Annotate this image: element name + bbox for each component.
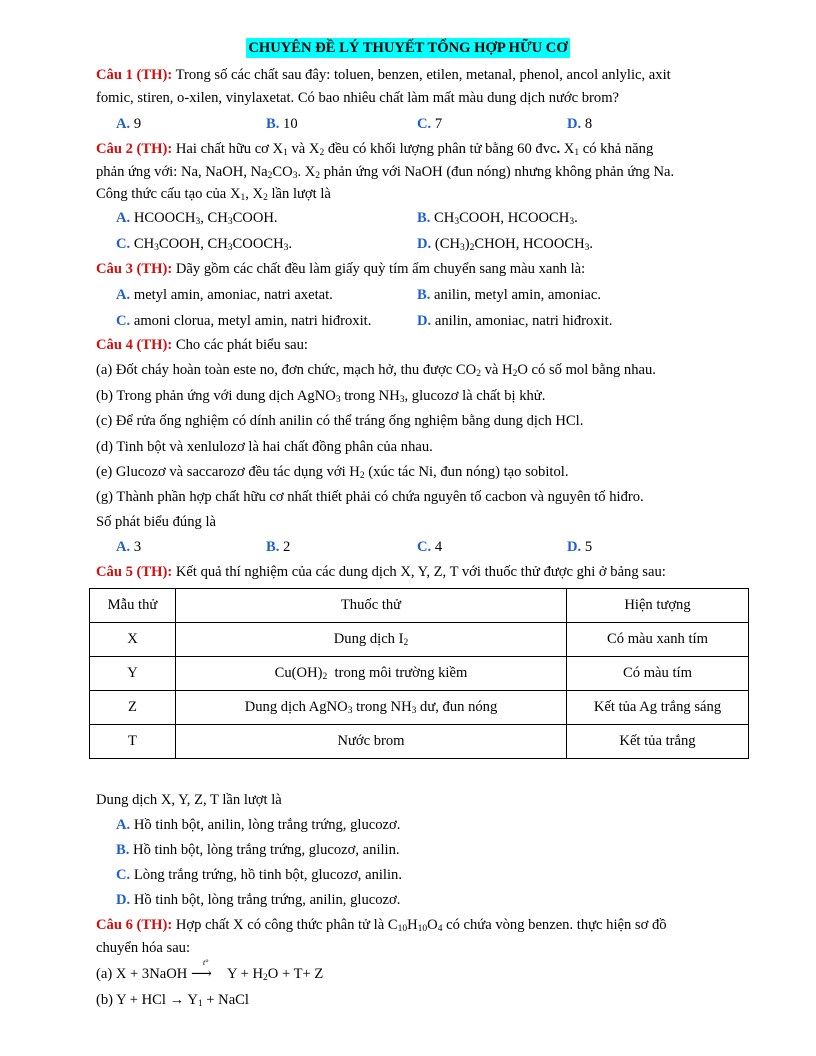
q4-option-c[interactable]: C. 4 [417,539,443,555]
q3-text: Dãy gồm các chất đều làm giấy quỳ tím ẩm chuyển sang màu xanh là: [172,261,586,277]
q5-option-c[interactable]: C. Lòng trắng trứng, hồ tinh bột, glucozơ, anilin. [116,867,402,883]
q2-option-b[interactable]: B. $CH_3COOH$, $HCOOCH_3$. [417,210,578,227]
q3-option-a[interactable]: A. metyl amin, amoniac, natri axetat. [116,287,333,303]
q4-text: Cho các phát biểu sau: [172,337,308,353]
q1-option-d[interactable]: D. 8 [567,116,593,132]
q6-line-1: Câu 6 (TH): Hợp chất X có công thức phân tử là $C_{10}H_{10}O_4$ có chứa vòng benzen. thực hiện sơ đồ [96,917,667,934]
table-cell: X [90,623,176,657]
table-header: Thuốc thử [176,589,567,623]
q6-reaction-a: (a) X + 3NaOH t° ⟶ $Y + H_2O + T+ Z$ [96,958,324,983]
q1-label: Câu 1 (TH): [96,67,173,83]
q2-option-d[interactable]: D. $(CH_3)_2CHOH$, $HCOOCH_3$. [417,236,594,253]
q3-option-d[interactable]: D. anilin, amoniac, natri hiđroxit. [417,313,613,329]
results-table [89,588,749,759]
page-title: CHUYÊN ĐỀ LÝ THUYẾT TỔNG HỢP HỮU CƠ [248,40,568,56]
q5-option-a[interactable]: A. Hồ tinh bột, anilin, lòng trắng trứng, glucozơ. [116,817,401,833]
q6-label: Câu 6 (TH): [96,917,173,933]
q5-question: Dung dịch X, Y, Z, T lần lượt là [96,792,282,808]
q4-statement-e: (e) Glucozơ và saccarozơ đều tác dụng với $H_2$ (xúc tác Ni, đun nóng) tạo sobitol. [96,464,569,481]
q3-label: Câu 3 (TH): [96,261,173,277]
q2-line-3: Công thức cấu tạo của $X_1$, $X_2$ lần lượt là [96,186,331,203]
table-cell: Kết tủa Ag trắng sáng [567,691,749,725]
table-row [90,623,749,657]
table-header: Hiện tượng [567,589,749,623]
q2-option-a[interactable]: A. $HCOOCH_3$, $CH_3COOH$. [116,210,278,227]
q4-count-question: Số phát biểu đúng là [96,514,216,530]
q2-line-1: Câu 2 (TH): Hai chất hữu cơ $X_1$ và $X_2$ đều có khối lượng phân tử bằng 60 đvc. $X_1$ có khả năng [96,141,654,158]
q4-option-a[interactable]: A. 3 [116,539,142,555]
table-row [90,691,749,725]
table-cell: T [90,725,176,759]
q4-statement-d: (d) Tinh bột và xenlulozơ là hai chất đồng phân của nhau. [96,439,433,455]
q5-option-d[interactable]: D. Hồ tinh bột, lòng trắng trứng, anilin, glucozơ. [116,892,401,908]
q4-statement-g: (g) Thành phần hợp chất hữu cơ nhất thiết phải có chứa nguyên tố cacbon và nguyên tố hiđro. [96,489,644,505]
q3-option-b[interactable]: B. anilin, metyl amin, amoniac. [417,287,602,303]
table-cell: Kết tủa trắng [567,725,749,759]
q1-option-c[interactable]: C. 7 [417,116,443,132]
table-header: Mẫu thử [90,589,176,623]
q4-line-1 [96,335,744,355]
table-cell: Z [90,691,176,725]
q3-option-c[interactable]: C. amoni clorua, metyl amin, natri hiđroxit. [116,313,372,329]
q1-line-2 [96,88,744,108]
table-cell: $Cu(OH)_2$ trong môi trường kiềm [176,657,567,691]
q4-statement-c: (c) Để rửa ống nghiệm có dính anilin có thể tráng ống nghiệm bằng dung dịch HCl. [96,413,584,429]
table-cell: Dung dịch AgNO$_3$ trong $NH_3$ dư, đun nóng [176,691,567,725]
q2-label: Câu 2 (TH): [96,141,173,157]
q2-option-c[interactable]: C. $CH_3COOH$, $CH_3COOCH_3$. [116,236,293,253]
q5-option-b[interactable]: B. Hồ tinh bột, lòng trắng trứng, glucozơ, anilin. [116,842,400,858]
q4-statement-a: (a) Đốt cháy hoàn toàn este no, đơn chức, mạch hở, thu được $CO_2$ và $H_2O$ có số mol bằng nhau. [96,362,656,379]
table-cell: Có màu xanh tím [567,623,749,657]
table-row [90,657,749,691]
q4-option-b[interactable]: B. 2 [266,539,291,555]
table-header-row [90,589,749,623]
q1-option-b[interactable]: B. 10 [266,116,298,132]
q4-statement-b: (b) Trong phản ứng với dung dịch AgNO$_3$ trong $NH_3$, glucozơ là chất bị khử. [96,388,546,405]
table-row [90,725,749,759]
table-cell: Nước brom [176,725,567,759]
q2-line-2: phản ứng với: Na, NaOH, $Na_2CO_3$. $X_2$ phản ứng với NaOH (đun nóng) nhưng không phản ứng Na. [96,164,675,181]
table-cell: Y [90,657,176,691]
q1-text-2: fomic, stiren, o-xilen, vinylaxetat. Có bao nhiêu chất làm mất màu dung dịch nước brom? [96,90,620,106]
q6-reaction-b: (b) Y + HCl → $Y_1$ + NaCl [96,992,249,1009]
q4-option-d[interactable]: D. 5 [567,539,593,555]
q5-line-1 [96,562,744,582]
table-cell: Dung dịch $I_2$ [176,623,567,657]
q5-text: Kết quả thí nghiệm của các dung dịch X, Y, Z, T với thuốc thử được ghi ở bảng sau: [172,564,666,580]
q5-label: Câu 5 (TH): [96,564,173,580]
q3-line-1 [96,259,744,279]
table-cell: Có màu tím [567,657,749,691]
heat-arrow-icon: t° ⟶ [190,958,212,982]
q4-label: Câu 4 (TH): [96,337,173,353]
q6-line-2: chuyển hóa sau: [96,940,191,956]
q1-option-a[interactable]: A. 9 [116,116,142,132]
q1-line-1 [96,65,744,85]
q1-text-1: Trong số các chất sau đây: toluen, benzen, etilen, metanal, phenol, ancol anlylic, axit [172,67,671,83]
